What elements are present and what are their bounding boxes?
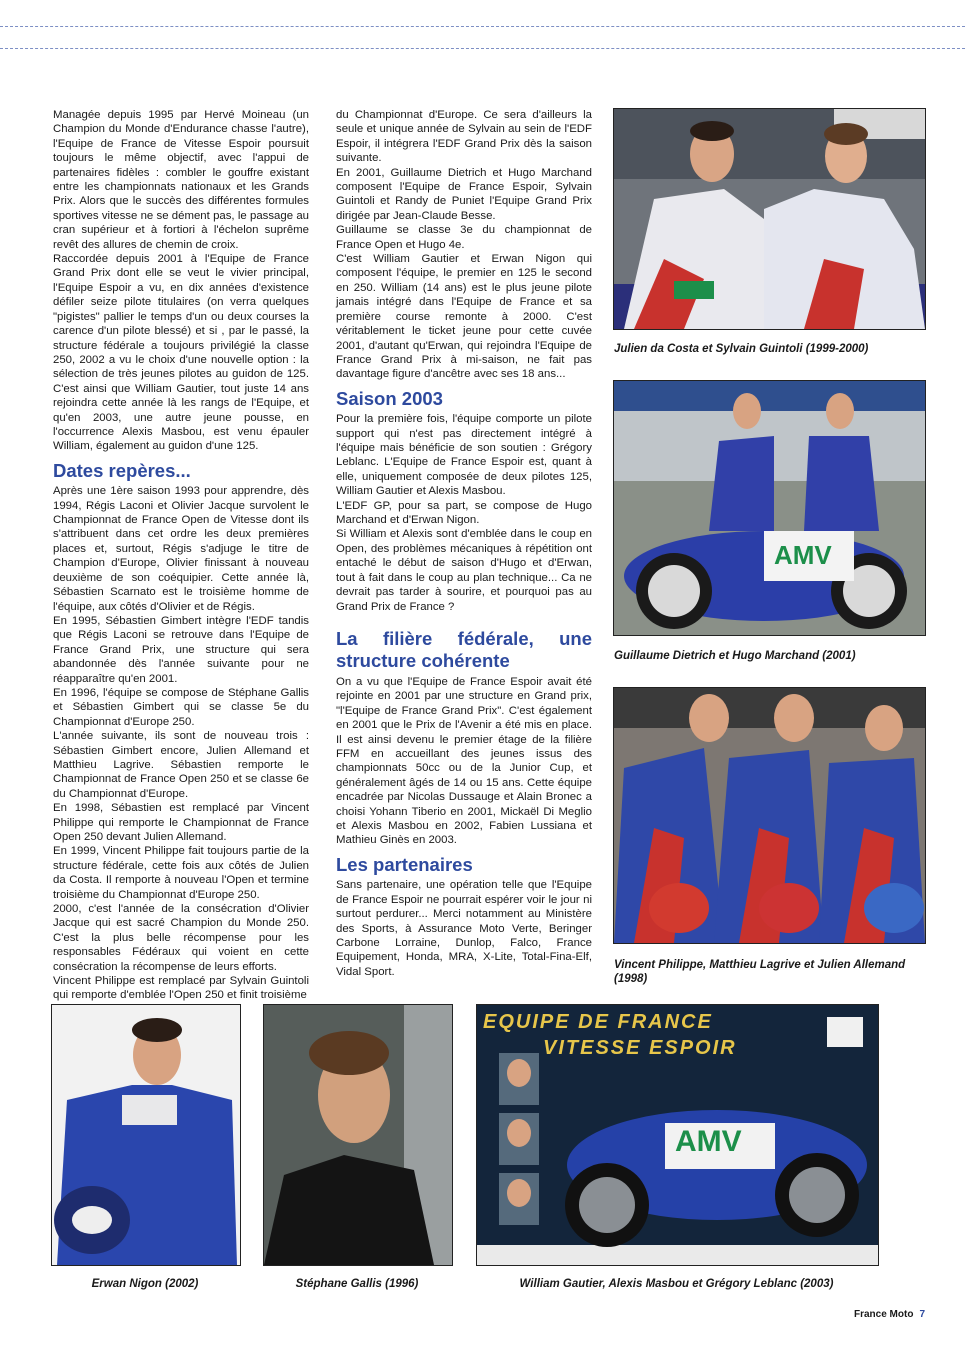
caption: Stéphane Gallis (1996) (295, 1278, 419, 1290)
photo-philippe-lagrive-allemand (613, 687, 926, 944)
svg-text:AMV: AMV (774, 540, 832, 570)
paragraph: Guillaume se classe 3e du championnat de France Open et Hugo 4e. (336, 224, 592, 251)
page-folio (854, 1309, 925, 1320)
column-2 (336, 108, 592, 979)
paragraph: L'année suivante, ils sont de nouveau trois : Sébastien Gimbert encore, Julien Allemand et Matthieu Lagrive. Sébastien remporte le Championnat de France Open 250 et se classe 6e du Championnat d'Europe. (53, 730, 309, 800)
paragraph: En 1999, Vincent Philippe fait toujours partie de la structure fédérale, cette fois aux côtés de Julien da Costa. Il remporte à nouveau l'Open et termine troisième du Championnat d'Europe 250. (53, 845, 309, 901)
paragraph: L'EDF GP, pour sa part, se compose de Hugo Marchand et d'Erwan Nigon. (336, 499, 592, 527)
photo-equipe-poster (476, 1004, 879, 1266)
page-number: 7 (919, 1309, 925, 1320)
paragraph: On a vu que l'Equipe de France Espoir avait été rejointe en 2001 par une structure en Grand prix, "l'Equipe de France Grand Prix". C'est également en 2001 que le Prix de l'Avenir a été mis en place. Il est ainsi devenu le premier étage de la filière FFM en accueillant des jeunes issus des championnats 50cc ou de la Junior Cup, et généralement âgés de 14 ou 15 ans. Cette équipe encadrée par Nicolas Dussauge et Alain Bronec a choisi Yohann Tiberio en 2001, Mickaël Di Meglio et Alexis Masbou en 2002, Fabien Lussiana et Mathieu Ginès en 2003. (336, 675, 592, 847)
paragraph: En 1996, l'équipe se compose de Stéphane Gallis et Sébastien Gimbert qui se classe 5e du Championnat d'Europe 250. (53, 686, 309, 728)
paragraph: C'est William Gautier et Erwan Nigon qui composent l'équipe, le premier en 125 le second en 250. William (14 ans) est le plus jeune pilote jamais intégré dans l'Equipe de France et sa première course remonte à 2000. C'est véritablement le ticket jeune pour cette cuvée 2001, d'autant qu'Erwan, qui rejoindra l'Equipe de France Grand Prix à mi-saison, ne fait pas davantage figure d'ancêtre avec ses 18 ans... (336, 253, 592, 381)
poster-brand-logo: AMV (675, 1125, 742, 1158)
caption: Erwan Nigon (2002) (91, 1278, 199, 1290)
poster-line-2: VITESSE ESPOIR (543, 1037, 737, 1059)
paragraph: Raccordée depuis 2001 à l'Equipe de France Grand Prix dont elle se veut le vivier principal, l'Equipe Espoir a vu, en dix années d'existence défiler seize pilote titulaires (on verra quelques "pigistes" pallier le temps d'un ou deux courses la carence d'un pilote blessé) et si , par le passé, la structure fédérale a toujours privilégié la classe 250, 2002 a vu le choix d'une nouvelle option : la sélection de très jeunes pilotes au guidon de 125. C'est ainsi que William Gautier, tout juste 14 ans rejoindra cette année là les rangs de l'Equipe, et qu'en 2003, une autre jeune pousse, en l'occurrence Alexis Masbou, est venu épauler William, également au guidon d'une 125. (53, 253, 309, 453)
paragraph: En 1998, Sébastien est remplacé par Vincent Philippe qui remporte le Championnat de France Open 250 devant Julien Allemand. (53, 802, 309, 843)
paragraph: 2000, c'est l'année de la consécration d'Olivier Jacque qui est sacré Champion du Monde 250. C'est la plus belle récompense pour les responsables Fédéraux qui voient en cette consécration la récompense de leurs efforts. (53, 903, 309, 973)
magazine-name: France Moto (853, 1309, 914, 1320)
photo-stephane-gallis (263, 1004, 453, 1266)
top-rule-2 (0, 48, 965, 49)
paragraph: Sans partenaire, une opération telle que l'Equipe de France Espoir ne pourrait espérer voir le jour ni surtout perdurer... Merci notamment au Ministère des Sports, à Assurance Moto Verte, Beringer Carbone Lorraine, Dunlop, Falco, France Equipement, Honda, MRA, X-Lite, Total-Fina-Elf, Vidal Sport. (336, 879, 592, 978)
photo-da-costa-guintoli (613, 108, 926, 330)
photo-erwan-nigon (51, 1004, 241, 1266)
caption: William Gautier, Alexis Masbou et Grégory Leblanc (2003) (519, 1278, 834, 1290)
heading-dates-reperes: Dates repères... (53, 459, 191, 481)
paragraph: Vincent Philippe est remplacé par Sylvain Guintoli qui remporte d'emblée l'Open 250 et finit troisième (53, 975, 309, 1002)
caption: Vincent Philippe, Matthieu Lagrive et Julien Allemand (1998) (614, 959, 906, 985)
column-1 (53, 108, 309, 1003)
paragraph: En 2001, Guillaume Dietrich et Hugo Marchand composent l'Equipe de France Espoir, Sylvain Guintoli et Randy de Puniet l'Equipe Grand Prix dirigée par Jean-Claude Besse. (336, 166, 592, 222)
paragraph: du Championnat d'Europe. Ce sera d'ailleurs la seule et unique année de Sylvain au sein de l'EDF Espoir, il intégrera l'EDF Grand Prix dès la saison suivante. (336, 109, 592, 165)
caption: Guillaume Dietrich et Hugo Marchand (2001) (614, 650, 856, 662)
poster-line-1: EQUIPE DE FRANCE (483, 1011, 713, 1033)
paragraph: Pour la première fois, l'équipe comporte un pilote support qui n'est pas directement intégré à l'équipe mais bénéficie de son soutien : Grégory Leblanc. L'Equipe de France Espoir est, quant à elle, uniquement composée de deux pilotes 125, William Gautier et Alexis Masbou. (336, 413, 592, 498)
top-rule (0, 26, 965, 27)
paragraph: En 1995, Sébastien Gimbert intègre l'EDF tandis que Régis Laconi se retrouve dans l'Equipe de France Grand Prix, une structure qui sera abandonnée dès l'année suivante pour ne réapparaître qu'en 2001. (53, 614, 309, 685)
photo-dietrich-marchand (613, 380, 926, 636)
paragraph: Après une 1ère saison 1993 pour apprendre, dès 1994, Régis Laconi et Olivier Jacque survolent le Championnat de France Open de Vitesse dont ils s'attribuent dans cet ordre les deux premières places et, surtout, Régis s'adjuge le titre de Champion d'Europe, Olivier finissant à nouveau deuxième de son coéquipier. Cette année là, Sébastien Scarnato est le troisième homme de l'équipe, aux côtés d'Olivier et de Régis. (53, 485, 309, 613)
heading-saison-2003: Saison 2003 (336, 387, 443, 409)
caption: Julien da Costa et Sylvain Guintoli (1999-2000) (614, 343, 869, 355)
heading-filiere: La filière fédérale, une structure cohérente (336, 627, 592, 672)
paragraph: Si William et Alexis sont d'emblée dans le coup en Open, des problèmes mécaniques à répétition ont entaché le début de saison d'Hugo et d'Erwan, tout à fait dans le coup au plan technique... Ca ne devrait pas tarder à sourire, et pourquoi pas au Grand Prix de France ? (336, 528, 592, 613)
paragraph: Managée depuis 1995 par Hervé Moineau (un Champion du Monde d'Endurance chasse l'autre), l'Equipe de France de Vitesse Espoir poursuit toujours le même objectif, avec l'appui de partenaires fidèles : combler le gouffre existant entre les championnats nationaux et les Grands Prix. Alors que le succès des différentes formules sportives vitesse ne se dément pas, le passage au cran supérieur et à fortiori à l'échelon suprême revêt des allures de chemin de croix. (53, 109, 309, 251)
heading-partenaires: Les partenaires (336, 853, 473, 875)
